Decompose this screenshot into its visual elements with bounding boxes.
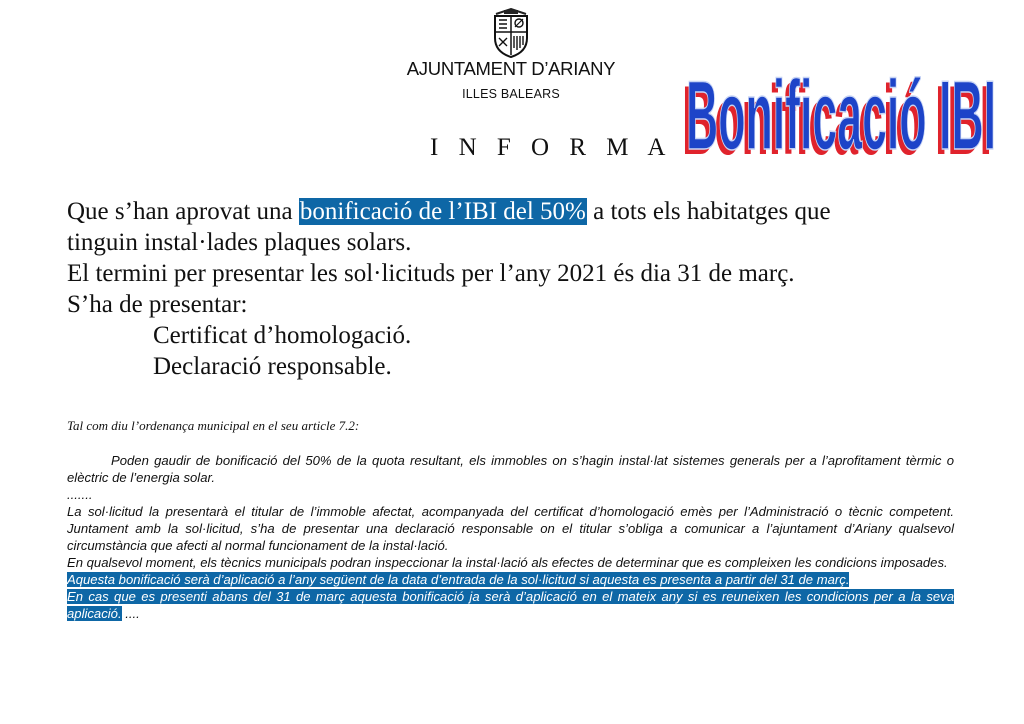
line1-suffix: a tots els habitatges que — [586, 198, 831, 225]
organization-region: ILLES BALEARS — [462, 87, 560, 101]
line1-prefix: Que s’han aprovat una — [67, 198, 299, 225]
announcement-line-1 — [67, 196, 967, 227]
organization-name: AJUNTAMENT D’ARIANY — [406, 58, 616, 79]
article-text — [67, 452, 954, 622]
article-ellipsis: ....... — [67, 487, 93, 502]
highlighted-text-2: En cas que es presenti abans del 31 de març aquesta bonificació ja serà d’aplicació en el mateix any si es reuneixen les condicions per a la seva aplicació. — [67, 589, 954, 621]
article-title: Tal com diu l’ordenança municipal en el seu article 7.2: — [67, 418, 360, 433]
announcement-line-2: tinguin instal·lades plaques solars. — [67, 229, 412, 256]
banner-shadow: Bonificació IBI — [682, 65, 992, 171]
article-paragraph-4 — [67, 571, 954, 588]
highlighted-text-1: Aquesta bonificació serà d’aplicació a l’any següent de la data d’entrada de la sol·licitud si aquesta es presenta a partir del 31 de març. — [67, 572, 850, 587]
article-paragraph-1: Poden gaudir de bonificació del 50% de la quota resultant, els immobles on s’hagin instal·lat sistemes generals per a l’aprofitament tèrmic o elèctric de l’energia solar. — [67, 453, 954, 485]
announcement-body — [67, 196, 967, 382]
informa-heading: I N F O R M A — [430, 134, 673, 161]
coat-of-arms-icon — [492, 8, 530, 58]
article-trailing-dots: .... — [121, 606, 140, 621]
article-paragraph-2: La sol·licitud la presentarà el titular de l’immoble afectat, acompanyada del certificat d’homologació emès per l’Administració o tècnic competent. Juntament amb la sol·licitud, s’ha de presentar una declaració responsable on el titular s’obliga a comunicar a l’ajuntament d’Ariany qualsevol circumstància que afecti al normal funcionament de la instal·lació. — [67, 504, 954, 553]
highlighted-bonus: bonificació de l’IBI del 50% — [299, 198, 586, 225]
requirement-item-declaration: Declaració responsable. — [153, 353, 392, 380]
article-paragraph-3: En qualsevol moment, els tècnics municipals podran inspeccionar la instal·lació als efectes de determinar que es compleixen les condicions imposades. — [67, 555, 948, 570]
letterhead — [400, 8, 622, 101]
banner-text: Bonificació IBI — [686, 60, 996, 170]
requirements-heading: S’ha de presentar: — [67, 291, 248, 318]
banner-title — [678, 16, 1008, 171]
deadline-line: El termini per presentar les sol·licituds per l’any 2021 és dia 31 de març. — [67, 260, 795, 287]
article-paragraph-5 — [67, 588, 954, 622]
requirement-item-certificate: Certificat d’homologació. — [153, 322, 412, 349]
